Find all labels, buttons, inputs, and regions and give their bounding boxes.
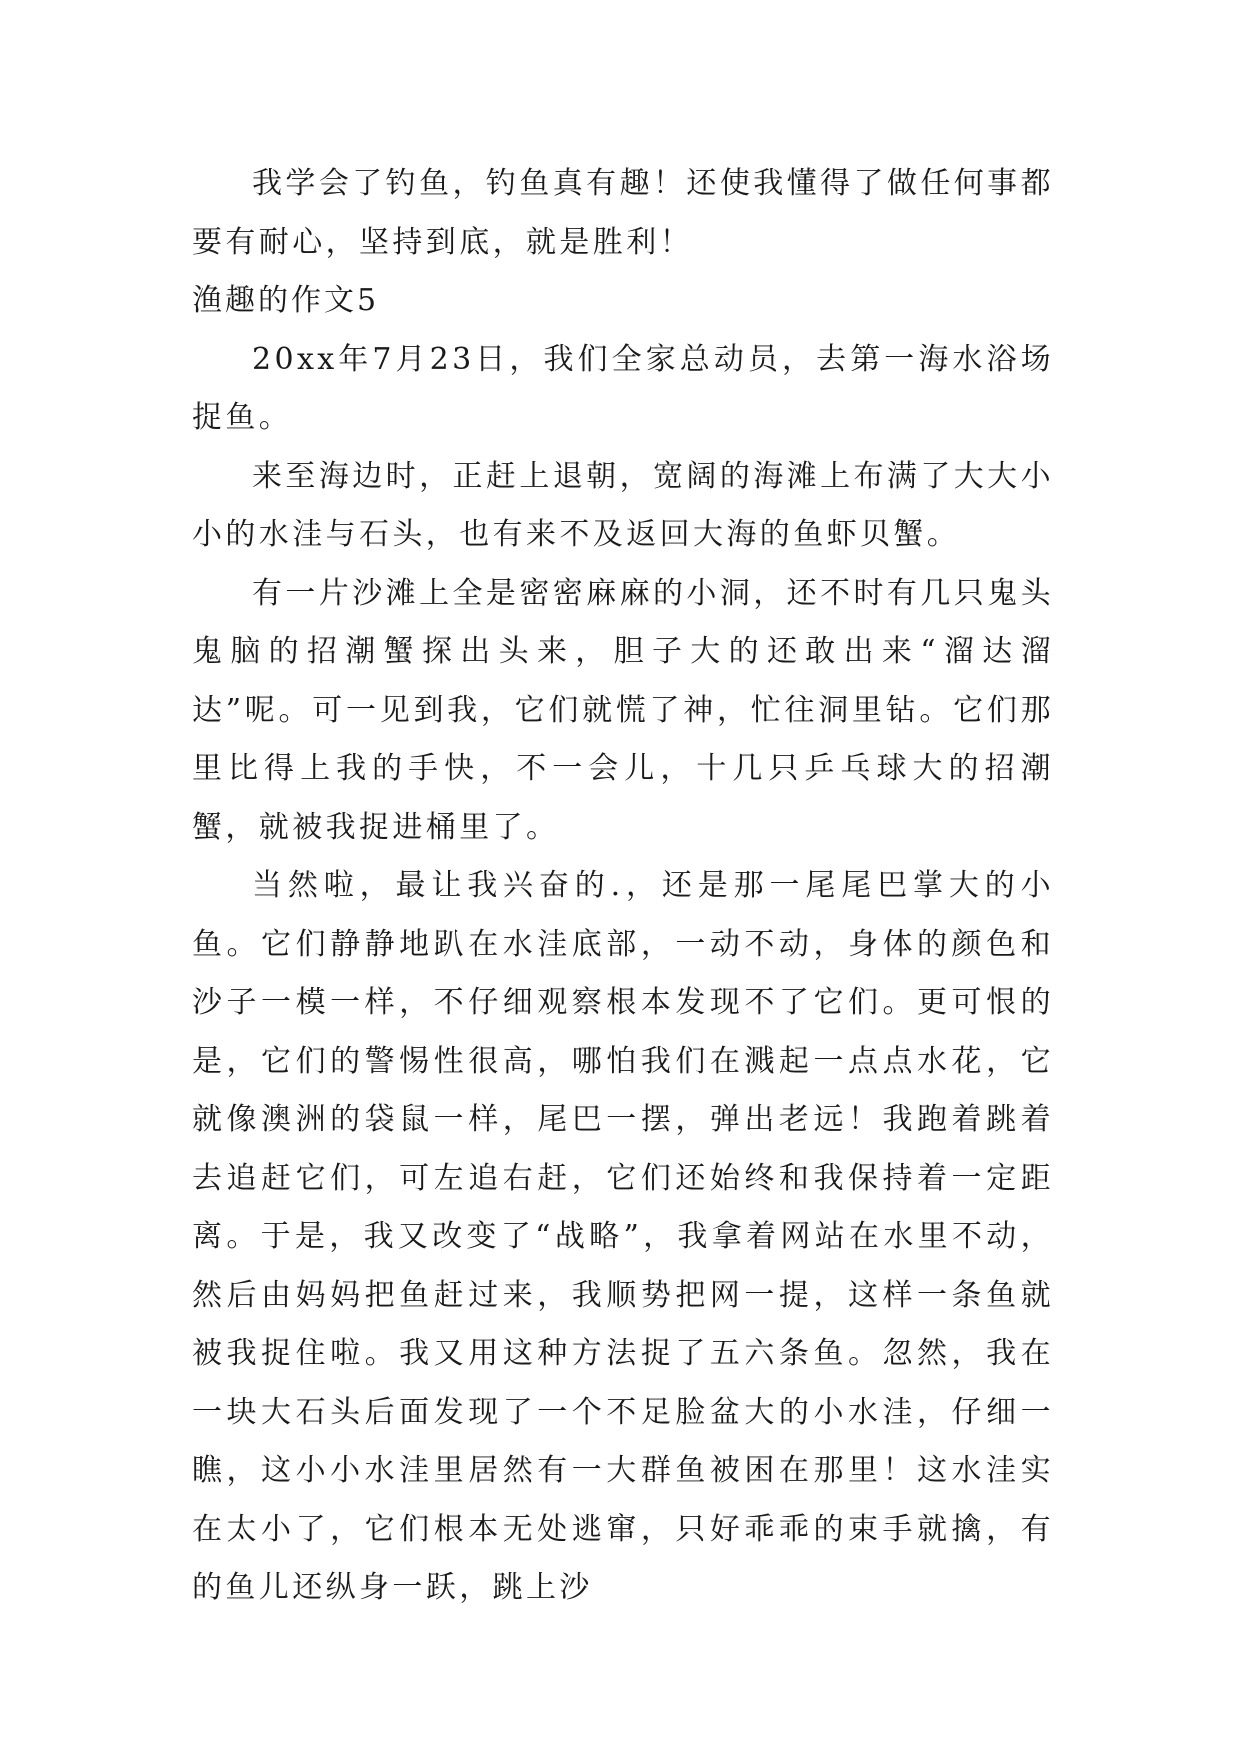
paragraph-conclusion: 我学会了钓鱼，钓鱼真有趣！还使我懂得了做任何事都要有耐心，坚持到底，就是胜利！ (192, 166, 1054, 260)
paragraph-crabs: 有一片沙滩上全是密密麻麻的小洞，还不时有几只鬼头鬼脑的招潮蟹探出头来，胆子大的还敢出来“溜达溜达”呢。可一见到我，它们就慌了神，忙往洞里钻。它们那里比得上我的手快，不一会儿，十几只乒乓球大的招潮蟹，就被我捉进桶里了。 (192, 575, 1054, 845)
paragraph-beach: 来至海边时，正赶上退朝，宽阔的海滩上布满了大大小小的水洼与石头，也有来不及返回大海的鱼虾贝蟹。 (192, 458, 1054, 552)
paragraph-date: 20xx年7月23日，我们全家总动员，去第一海水浴场捉鱼。 (192, 341, 1054, 435)
section-heading: 渔趣的作文5 (192, 283, 380, 318)
paragraph-fish: 当然啦，最让我兴奋的.，还是那一尾尾巴掌大的小鱼。它们静静地趴在水洼底部，一动不动，身体的颜色和沙子一模一样，不仔细观察根本发现不了它们。更可恨的是，它们的警惕性很高，哪怕我们在溅起一点点水花，它就像澳洲的袋鼠一样，尾巴一摆，弹出老远！我跑着跳着去追赶它们，可左追右赶，它们还始终和我保持着一定距离。于是，我又改变了“战略”，我拿着网站在水里不动，然后由妈妈把鱼赶过来，我顺势把网一提，这样一条鱼就被我捉住啦。我又用这种方法捉了五六条鱼。忽然，我在一块大石头后面发现了一个不足脸盆大的小水洼，仔细一瞧，这小小水洼里居然有一大群鱼被困在那里！这水洼实在太小了，它们根本无处逃窜，只好乖乖的束手就擒，有的鱼儿还纵身一跃，跳上沙 (192, 868, 1054, 1605)
document-body (192, 155, 1054, 1618)
